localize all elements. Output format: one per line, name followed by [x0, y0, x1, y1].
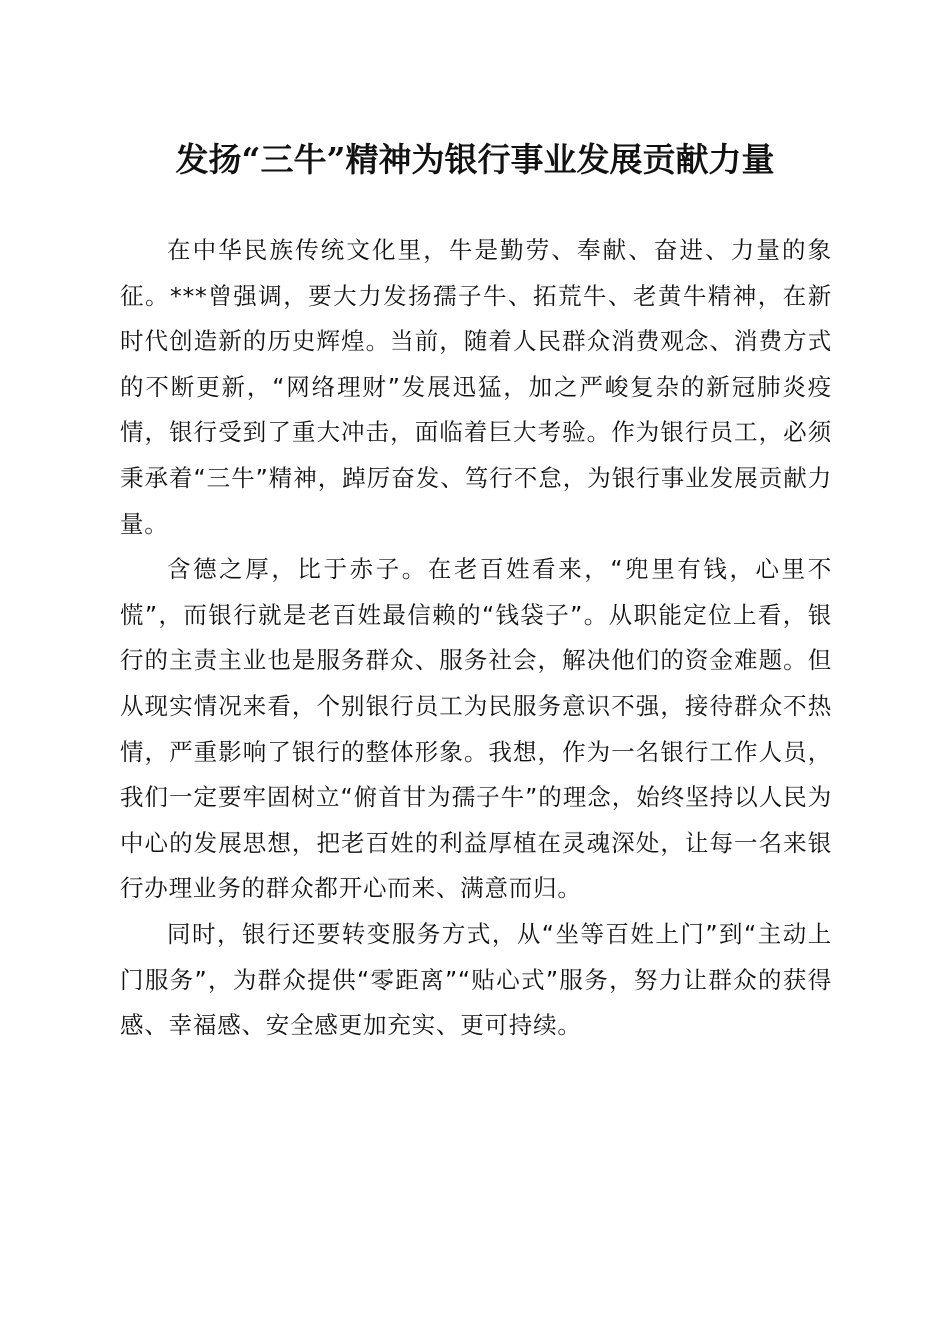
- document-title: 发扬“三牛”精神为银行事业发展贡献力量: [175, 140, 775, 179]
- paragraph-2: 含德之厚，比于赤子。在老百姓看来，“兜里有钱，心里不慌”，而银行就是老百姓最信赖的“钱袋子”。从职能定位上看，银行的主责主业也是服务群众、服务社会，解决他们的资金难题。但从现实情况来看，个别银行员工为民服务意识不强，接待群众不热情，严重影响了银行的整体形象。我想，作为一名银行工作人员，我们一定要牢固树立“俯首甘为孺子牛”的理念，始终坚持以人民为中心的发展思想，把老百姓的利益厚植在灵魂深处，让每一名来银行办理业务的群众都开心而来、满意而归。: [120, 555, 832, 903]
- paragraph-1: 在中华民族传统文化里，牛是勤劳、奉献、奋进、力量的象征。***曾强调，要大力发扬孺子牛、拓荒牛、老黄牛精神，在新时代创造新的历史辉煌。当前，随着人民群众消费观念、消费方式的不断更新，“网络理财”发展迅猛，加之严峻复杂的新冠肺炎疫情，银行受到了重大冲击，面临着巨大考验。作为银行员工，必须秉承着“三牛”精神，踔厉奋发、笃行不怠，为银行事业发展贡献力量。: [120, 236, 832, 538]
- document-body: [120, 228, 832, 1049]
- paragraph-3: 同时，银行还要转变服务方式，从“坐等百姓上门”到“主动上门服务”，为群众提供“零距离”“贴心式”服务，努力让群众的获得感、幸福感、安全感更加充实、更可持续。: [120, 919, 832, 1040]
